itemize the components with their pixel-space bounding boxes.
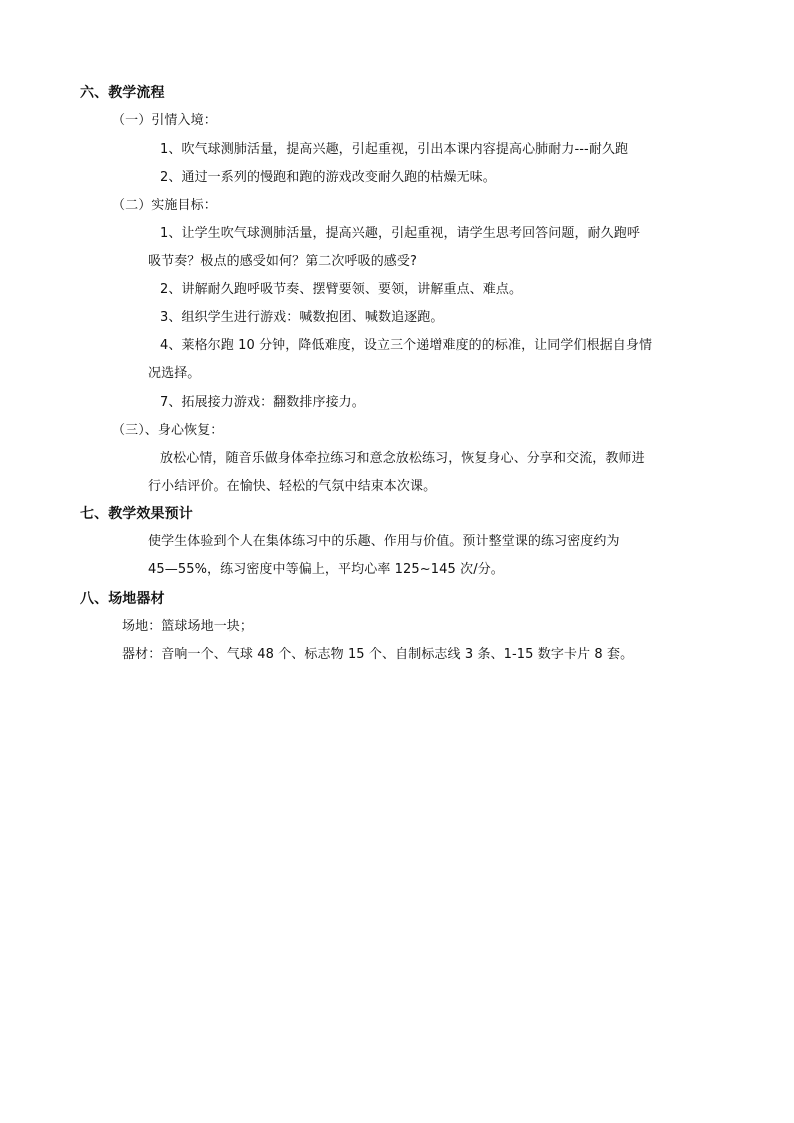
section7-heading: 七、教学效果预计 bbox=[80, 506, 193, 522]
part2-item3: 3、组织学生进行游戏：喊数抱团、喊数追逐跑。 bbox=[160, 310, 444, 325]
part2-item4-line1: 4、莱格尔跑 10 分钟，降低难度，设立三个递增难度的的标准，让同学们根据自身情 bbox=[160, 338, 653, 353]
section6-heading: 六、教学流程 bbox=[80, 85, 165, 101]
part2-item1-line2: 吸节奏？极点的感受如何？第二次呼吸的感受? bbox=[148, 254, 417, 269]
part2-item4-line2: 况选择。 bbox=[148, 366, 201, 381]
part3-line2: 行小结评价。在愉快、轻松的气氛中结束本次课。 bbox=[148, 479, 437, 494]
part3-title: （三）、身心恢复： bbox=[112, 423, 224, 438]
venue-line: 场地：篮球场地一块； bbox=[122, 619, 254, 634]
part1-item-1: 1、吹气球测肺活量，提高兴趣，引起重视，引出本课内容提高心肺耐力---耐久跑 bbox=[160, 142, 629, 157]
part2-item1-line1: 1、让学生吹气球测肺活量，提高兴趣，引起重视，请学生思考回答问题，耐久跑呼 bbox=[160, 226, 640, 241]
part2-item2: 2、讲解耐久跑呼吸节奏、摆臂要领、要领，讲解重点、难点。 bbox=[160, 282, 523, 297]
part1-item-2: 2、通过一系列的慢跑和跑的游戏改变耐久跑的枯燥无味。 bbox=[160, 170, 496, 185]
section7-line2: 45—55%，练习密度中等偏上，平均心率 125~145 次/分。 bbox=[148, 562, 504, 577]
section8-heading: 八、场地器材 bbox=[80, 591, 165, 607]
part2-title: （二）实施目标： bbox=[112, 198, 217, 213]
part1-title: （一）引情入境： bbox=[112, 113, 217, 128]
section7-line1: 使学生体验到个人在集体练习中的乐趣、作用与价值。预计整堂课的练习密度约为 bbox=[148, 534, 620, 549]
equipment-line: 器材：音响一个、气球 48 个、标志物 15 个、自制标志线 3 条、1-15 数字卡片 8 套。 bbox=[122, 647, 634, 662]
part2-item7: 7、拓展接力游戏：翻数排序接力。 bbox=[160, 395, 365, 410]
part3-line1: 放松心情，随音乐做身体牵拉练习和意念放松练习，恢复身心、分享和交流，教师进 bbox=[160, 451, 645, 466]
